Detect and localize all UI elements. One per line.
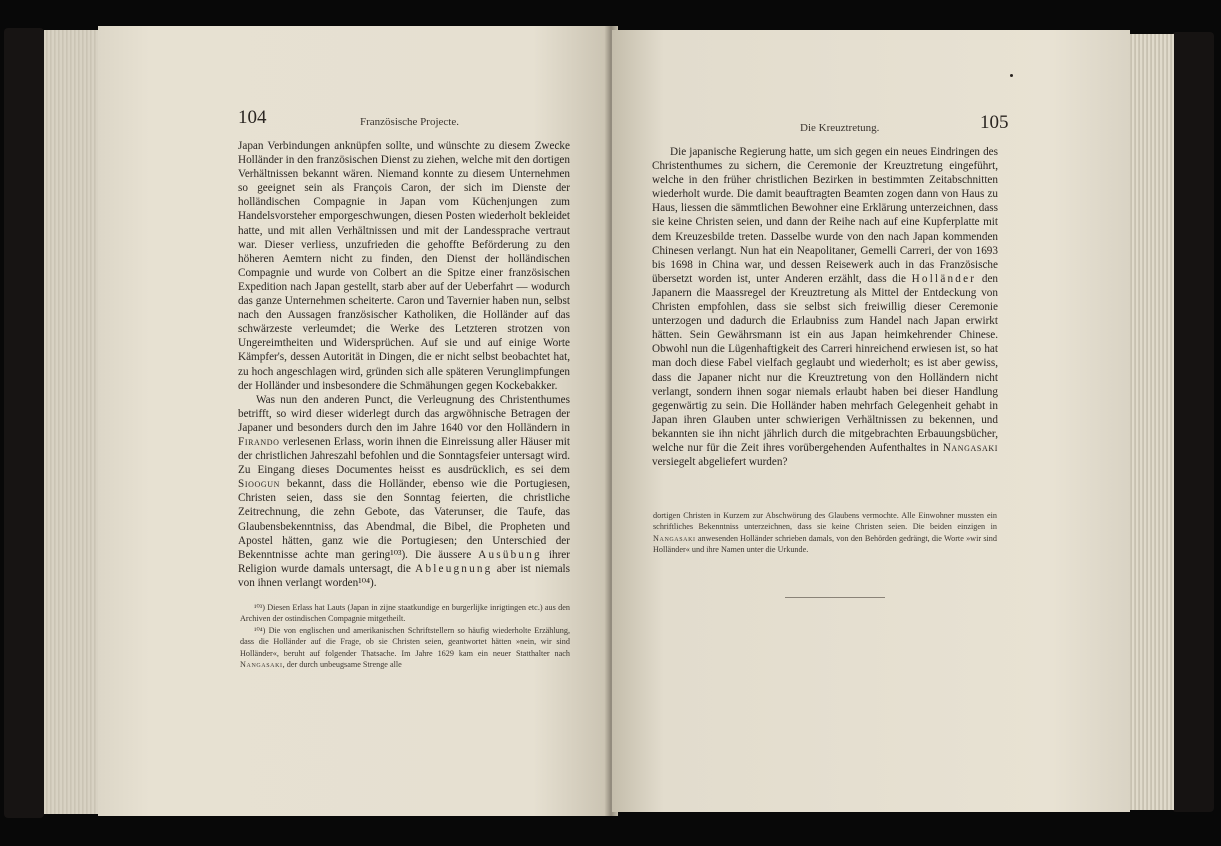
right-running-head: Die Kreuztretung. [800, 122, 880, 134]
right-paragraph-1: Die japanische Regierung hatte, um sich gegen ein neues Eindringen des Christenthumes zu sichern, die Ceremonie der Kreuztretung eingeführt, welche in den früher christlichen Bezirken in bestimmten Zeitabschnitten wiederholt wurde. Die damit beauftragten Beamten zogen dann von Haus zu Haus, liessen die sämmtlichen Bewohner eine Erklärung unterzeichnen, dass sie keine Christen seien, und dann der Reihe nach auf eine Kupferplatte mit dem Kreuzesbilde treten. Dasselbe wurde von den nach Japan kommenden Chinesen verlangt. Nun hat ein Neapolitaner, Gemelli Carreri, der von 1693 bis 1698 in China war, und dessen Reisewerk auch in das Französische übersetzt worden ist, unter Anderen erzählt, dass die Holländer den Japanern die Maassregel der Kreuztretung als Mittel der Entdeckung von Christen empfohlen, dass sie selbst sich freiwillig dieser Ceremonie unterzogen und dadurch die Erlaubniss zum Handel nach Japan erwirkt hätten. Sein Gewährsmann ist ein aus Japan heimkehrender Chinese. Obwohl nun die Lügenhaftigkeit des Carreri hinreichend erwiesen ist, so hat man doch diese Fabel vielfach geglaubt und wiederholt; es ist aber gewiss, dass die Japaner nicht nur die Kreuztretung von den Holländern nicht verlangt, sondern ihnen sogar niemals erlaubt haben bei dieser Handlung gegenwärtig zu sein. Die Holländer haben mehrfach Gelegenheit gehabt in Japan ihren Glauben unter schwierigen Verhältnissen zu bekennen, und bekannten sie ihn nicht jährlich durch die mitgebrachten Erbauungsbücher, welche nur für die Zeit ihres vorübergehenden Aufenthaltes in Nangasaki versiegelt abgeliefert wurden? [652, 146, 999, 469]
left-footnotes [240, 602, 570, 670]
left-body-text [238, 139, 570, 590]
left-paragraph-1: Japan Verbindungen anknüpfen sollte, und wünschte zu diesem Zwecke Holländer in den französischen Dienst zu ziehen, welche mit den dortigen Verhältnissen bekannt wären. Niemand konnte zu diesem Unternehmen so geeignet sein als François Caron, der sich im Dienste der holländischen Compagnie in Japan vom Küchenjungen zum Handelsvorsteher emporgeschwungen, diesen Posten wiederholt bekleidet hatte, und mit allen Verhältnissen und mit der Landessprache vertraut war. Dieser verliess, unzufrieden die gehoffte Beförderung zu den höheren Aemtern nicht zu finden, den Dienst der holländischen Compagnie und wurde von Colbert an die Spitze einer französischen Expedition nach Japan gestellt, starb aber auf der Ueberfahrt — wodurch das ganze Unternehmen scheiterte. Caron und Tavernier haben nun, selbst nach den Aussagen französischer Katholiken, die Holländer auf das schwärzeste verleumdet; die Werke des Letzteren strotzen von Ungereimtheiten und Widersprüchen. Auf sie und auf einige Worte Kämpfer's, dessen Autorität in Dingen, die er nicht selbst beobachtet hat, zu hoch angeschlagen wird, gründen sich alle späteren Verunglimpfungen der Holländer und insbesondere die Schmähungen gegen Kockebakker. [238, 140, 570, 392]
right-page-edges [1128, 34, 1174, 810]
left-page-edges [44, 30, 100, 814]
footnote-104-continued: dortigen Christen in Kurzem zur Abschwörung des Glaubens vermochte. Alle Einwohner mussten ein schriftliches Bekenntniss unterzeichnen, dass sie keine Christen seien. Die beiden einzigen in Nangasaki anwesenden Holländer schrieben damals, von den Behörden gedrängt, die Worte »wir sind Holländer« und ihre Namen unter die Urkunde. [653, 511, 997, 555]
term-hollaender: Holländer [911, 272, 977, 285]
term-nangasaki-right: Nangasaki [942, 441, 998, 454]
right-cover-edge [1172, 32, 1214, 812]
left-cover-edge [4, 28, 44, 818]
left-running-head: Französische Projecte. [360, 116, 459, 128]
term-sioogun: Sioogun [238, 478, 280, 491]
right-body-text [652, 145, 998, 469]
print-speck [1010, 74, 1013, 77]
term-ausuebung: Ausübung [478, 548, 542, 561]
term-nangasaki-footnote: Nangasaki [653, 533, 696, 543]
term-firando: Firando [238, 435, 280, 448]
term-ableugnung: Ableugnung [415, 562, 493, 575]
footnote-104: ¹⁰⁴) Die von englischen und amerikanischen Schriftstellern so häufig wiederholte Erzählung, dass die Holländer auf die Frage, ob sie Christen seien, geantwortet hätten »nein, wir sind Holländer«, beruht auf folgender Thatsache. Im Jahre 1629 kam ein neuer Statthalter nach Nangasaki, der durch unbeugsame Strenge alle [240, 625, 570, 670]
end-rule [785, 597, 885, 598]
left-paragraph-2: Was nun den anderen Punct, die Verleugnung des Christenthumes betrifft, so wird dieser widerlegt durch das argwöhnische Betragen der Japaner und besonders durch den im Jahre 1640 vor den Holländern in Firando verlesenen Erlass, worin ihnen die Einreissung aller Häuser mit der christlichen Jahreszahl befohlen und die Sonntagsfeier untersagt wird. Zu Eingang dieses Documentes heisst es ausdrücklich, es sei dem Sioogun bekannt, dass die Holländer, ebenso wie die Portugiesen, Christen seien, dass sie den Sonntag feierten, die christliche Zeitrechnung, die zehn Gebote, das Vaterunser, die Taufe, das Glaubensbekenntniss, das Abendmal, die Bibel, die Propheten und Apostel hätten, ganz wie die Portugiesen; den Unterschied der Bekenntnisse achte man gering¹⁰³). Die äussere Ausübung ihrer Religion wurde damals untersagt, die Ableugnung aber ist niemals von ihnen verlangt worden¹⁰⁴). [238, 393, 571, 589]
right-footnote-continuation [653, 510, 997, 556]
left-page-number: 104 [238, 107, 267, 128]
term-nangasaki: Nangasaki [240, 660, 283, 670]
right-page-number: 105 [980, 112, 1009, 133]
footnote-103: ¹⁰³) Diesen Erlass hat Lauts (Japan in zijne staatkundige en burgerlijke inrigtingen etc.) aus den Archiven der ostindischen Compagnie mitgetheilt. [240, 603, 570, 624]
